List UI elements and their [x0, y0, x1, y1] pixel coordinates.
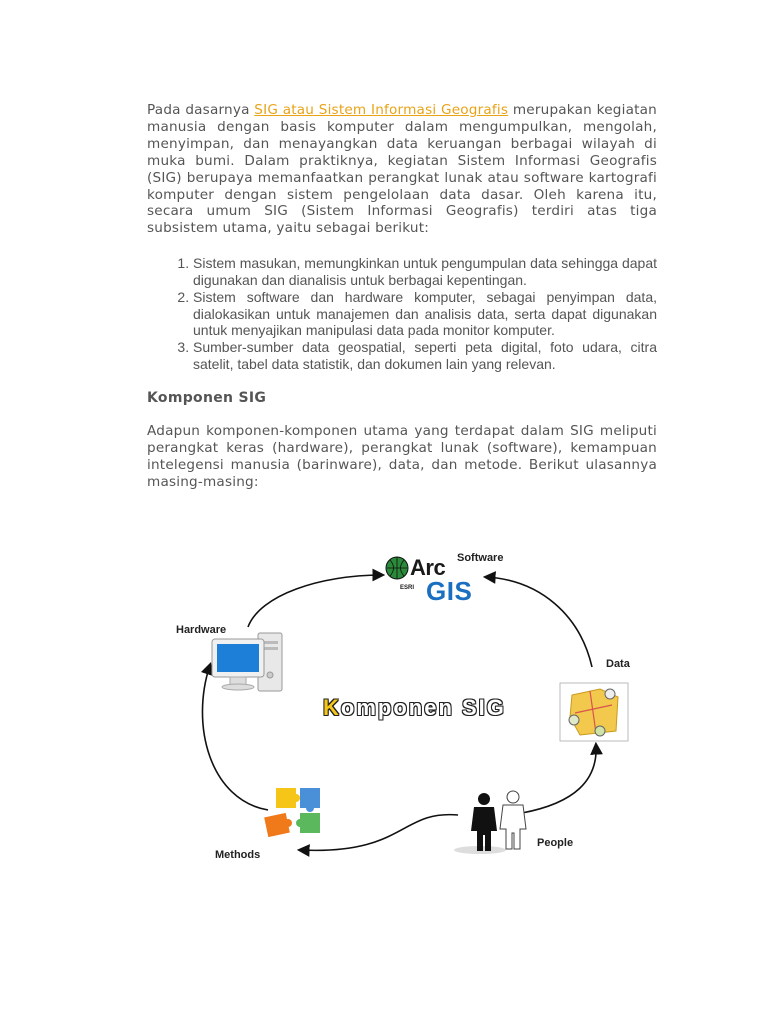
arrow-people-to-methods	[300, 815, 458, 851]
diagram-title-rest: omponen SIG	[340, 695, 506, 720]
puzzle-icon	[264, 788, 320, 837]
article-body	[147, 102, 657, 490]
intro-suffix: merupakan kegiatan manusia dengan basis komputer dalam mengumpulkan, mengolah, menyimpan, dan menayangkan data keruangan berbagai wilayah di muka bumi. Dalam praktiknya, kegiatan Sistem Informasi Geografis (SIG) berupaya memanfaatkan perangkat lunak atau software kartografi komputer dengan sistem pengelolaan data dasar. Oleh karena itu, secara umum SIG (Sistem Informasi Geografis) terdiri atas tiga subsistem utama, yaitu sebagai berikut:	[147, 102, 657, 237]
data-label: Data	[606, 658, 630, 670]
software-label: Software	[457, 552, 504, 564]
sig-link[interactable]: SIG atau Sistem Informasi Geografis	[254, 102, 509, 118]
section-heading: Komponen SIG	[147, 389, 267, 406]
subsystem-list	[147, 255, 657, 373]
arcgis-gis-text: GIS	[426, 576, 473, 606]
diagram-title	[323, 695, 506, 721]
components-paragraph: Adapun komponen-komponen utama yang terdapat dalam SIG meliputi perangkat keras (hardware), perangkat lunak (software), kemampuan intelegensi manusia (barinware), data, dan metode. Berikut ulasannya masing-masing:	[147, 422, 657, 490]
map-icon	[560, 683, 628, 741]
intro-paragraph	[147, 102, 657, 237]
globe-icon	[386, 557, 408, 579]
hardware-label: Hardware	[176, 624, 227, 636]
diagram-title-initial: K	[323, 695, 341, 720]
list-item: 3. Sumber-sumber data geospatial, seperti peta digital, foto udara, citra satelit, tabel data statistik, dan dokumen lain yang relevan.	[193, 339, 657, 373]
arcgis-esri-text: ESRI	[400, 585, 415, 591]
people-label: People	[537, 837, 574, 849]
people-icon	[454, 791, 526, 854]
arrow-people-to-data	[522, 745, 596, 813]
list-item: 2. Sistem software dan hardware komputer, sebagai penyimpan data, dialokasikan untuk manajemen dan analisis data, serta dapat digunakan untuk menyajikan manipulasi data pada monitor komputer.	[193, 289, 657, 339]
komponen-sig-diagram	[160, 545, 660, 875]
methods-label: Methods	[215, 849, 261, 861]
list-item: 1. Sistem masukan, memungkinkan untuk pengumpulan data sehingga dapat digunakan dan dianalisis untuk berbagai kepentingan.	[193, 255, 657, 289]
intro-prefix: Pada dasarnya	[147, 102, 255, 118]
arrow-data-to-software	[486, 577, 592, 667]
arrow-hardware-to-software	[248, 575, 382, 627]
computer-icon	[212, 633, 282, 691]
arcgis-arc-text: Arc	[410, 555, 446, 580]
